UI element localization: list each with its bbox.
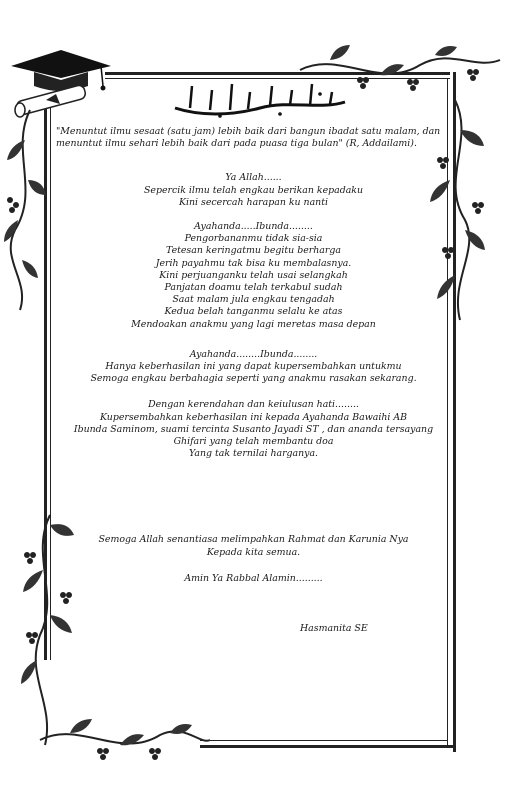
stanza-line: Kini perjuanganku telah usai selangkah <box>159 269 348 281</box>
stanza-line: Kupersembahkan keberhasilan ini kepada Ayahanda Bawaihi AB <box>99 411 408 423</box>
frame-bottom-inner-line <box>200 740 448 741</box>
signature-name: Hasmanita SE <box>300 623 368 634</box>
stanza-1 <box>56 172 451 209</box>
stanza-line: Ya Allah...... <box>225 172 282 184</box>
frame-bottom-line <box>200 745 456 748</box>
stanza-line: Ayahanda.....Ibunda........ <box>194 221 313 233</box>
stanza-line: Panjatan doamu telah terkabul sudah <box>164 282 343 294</box>
stanza-line: Semoga Allah senantiasa melimpahkan Rahmat dan Karunia Nya <box>98 534 409 546</box>
stanza-5 <box>56 534 451 558</box>
stanza-3 <box>56 349 451 386</box>
stanza-line: Ayahanda........Ibunda........ <box>189 348 318 360</box>
stanza-line: Jerih payahmu tak bisa ku membalasnya. <box>155 257 352 269</box>
hadith-quote: "Menuntut ilmu sesaat (satu jam) lebih baik dari bangun ibadat satu malam, dan menuntut ilmu sehari lebih baik dari pada puasa tiga bulan" (R, Addailami). <box>56 126 441 150</box>
stanza-4 <box>56 399 451 460</box>
stanza-line: Hanya keberhasilan ini yang dapat kupersembahkan untukmu <box>105 361 402 373</box>
dedication-text <box>56 126 451 585</box>
stanza-line: Kedua belah tanganmu selalu ke atas <box>164 306 343 318</box>
stanza-line: Semoga engkau berbahagia seperti yang anakmu rasakan sekarang. <box>90 373 417 385</box>
stanza-line: Kepada kita semua. <box>206 546 301 558</box>
stanza-line: Sepercik ilmu telah engkau berikan kepadaku <box>143 184 364 196</box>
stanza-line: Saat malam jula engkau tengadah <box>172 294 335 306</box>
grape-vine-ornament-bottom <box>40 715 210 765</box>
stanza-line: Dengan kerendahan dan keiulusan hati........ <box>148 399 359 411</box>
stanza-line: Kini secercah harapan ku nanti <box>179 196 328 208</box>
stanza-line: Pengorbananmu tidak sia-sia <box>184 233 323 245</box>
stanza-line: Ibunda Saminom, suami tercinta Susanto Jayadi ST , dan ananda tersayang Ghifari yang telah membantu doa <box>73 423 434 448</box>
basmalah-calligraphy <box>170 80 350 120</box>
stanza-line: Tetesan keringatmu begitu berharga <box>166 245 341 257</box>
stanza-2 <box>56 221 451 331</box>
closing-prayer: Amin Ya Rabbal Alamin......... <box>184 572 323 584</box>
stanza-line: Mendoakan anakmu yang lagi meretas masa depan <box>131 318 376 330</box>
vine-ornament-left-top <box>0 110 50 310</box>
stanza-line: Yang tak ternilai harganya. <box>188 448 319 460</box>
